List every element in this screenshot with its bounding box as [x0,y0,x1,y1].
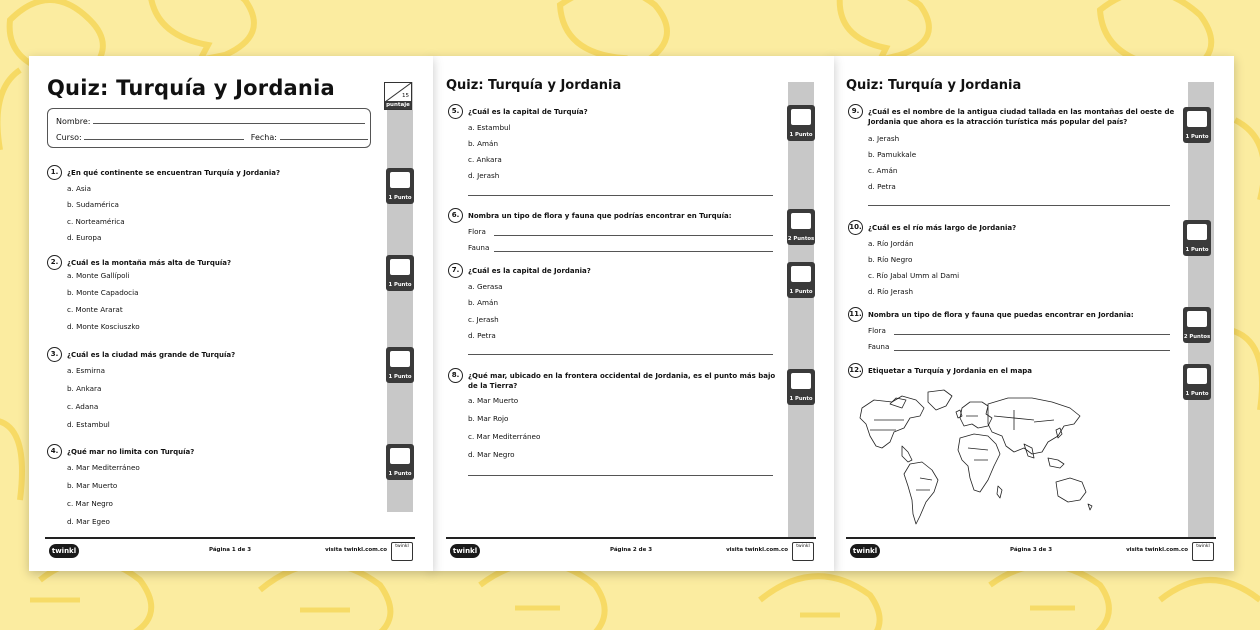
question-text: ¿Qué mar, ubicado en la frontera occidental de Jordania, es el punto más bajo de la Tierra? [468,372,776,390]
flora-label: Flora [468,227,486,236]
points-box[interactable]: 1 Punto [386,347,414,383]
twinkl-logo: twinkl [850,544,880,558]
option[interactable]: d. Monte Kosciuszko [67,322,140,331]
page-footer [446,537,816,561]
option[interactable]: c. Mar Mediterráneo [468,432,541,441]
option[interactable]: b. Sudamérica [67,200,119,209]
worksheet-page-1 [29,56,433,571]
option[interactable]: a. Asia [67,184,92,193]
page-footer [45,537,415,561]
question-number: 10. [848,220,863,235]
name-field[interactable] [93,122,365,124]
option[interactable]: b. Río Negro [868,255,913,264]
fauna-label: Fauna [868,342,890,351]
option[interactable]: a. Río Jordán [868,239,914,248]
answer-line [468,354,773,355]
option[interactable]: a. Monte Gallípoli [67,271,130,280]
footer-url[interactable]: visita twinkl.com.co [325,547,387,553]
footer-url[interactable]: visita twinkl.com.co [726,547,788,553]
option[interactable]: b. Pamukkale [868,150,917,159]
points-box[interactable]: 1 Punto [787,262,815,298]
option[interactable]: d. Mar Negro [468,450,515,459]
option[interactable]: d. Petra [468,331,496,340]
question-text: ¿Cuál es la ciudad más grande de Turquía? [67,351,236,359]
option[interactable]: c. Jerash [468,315,499,324]
flora-field[interactable] [494,235,773,236]
question-number: 5. [448,104,463,119]
option[interactable]: b. Ankara [67,384,102,393]
student-info-box [47,108,371,148]
course-field[interactable] [84,138,244,140]
points-box[interactable]: 1 Punto [386,168,414,204]
option[interactable]: a. Gerasa [468,282,503,291]
date-field[interactable] [280,138,368,140]
total-score-box[interactable] [384,82,412,110]
points-box[interactable]: 1 Punto [1183,364,1211,400]
answer-line [468,475,773,476]
flora-label: Flora [868,326,886,335]
question-text: ¿Qué mar no limita con Turquía? [67,448,195,456]
question-text: ¿Cuál es el nombre de la antigua ciudad tallada en las montañas del oeste de Jordania que ahora es la atracción turística más popular del país? [868,108,1175,126]
twinkl-logo: twinkl [49,544,79,558]
answer-line [868,205,1170,206]
score-label: puntaje [386,102,410,108]
points-box[interactable]: 1 Punto [787,369,815,405]
date-label: Fecha: [250,133,277,142]
page-title: Quiz: Turquía y Jordania [846,78,1022,93]
twinkl-logo: twinkl [450,544,480,558]
option[interactable]: d. Petra [868,182,896,191]
worksheet-page-2 [430,56,834,571]
option[interactable]: a. Estambul [468,123,511,132]
points-box[interactable]: 1 Punto [1183,220,1211,256]
points-box[interactable]: 2 Puntos [787,209,815,245]
option[interactable]: a. Esmirna [67,366,106,375]
option[interactable]: c. Amán [868,166,898,175]
fauna-field[interactable] [894,350,1170,351]
option[interactable]: c. Río Jabal Umm al Dami [868,271,960,280]
option[interactable]: b. Mar Muerto [67,481,118,490]
fauna-field[interactable] [494,251,773,252]
option[interactable]: b. Mar Rojo [468,414,509,423]
option[interactable]: b. Monte Capadocia [67,288,139,297]
score-total: 15 [402,93,409,99]
points-box[interactable]: 2 Puntos [1183,307,1211,343]
question-text: Nombra un tipo de flora y fauna que podrías encontrar en Turquía: [468,212,732,220]
page-footer [846,537,1216,561]
question-text: ¿En qué continente se encuentran Turquía y Jordania? [67,169,281,177]
option[interactable]: d. Europa [67,233,102,242]
question-number: 8. [448,368,463,383]
question-text: ¿Cuál es el río más largo de Jordania? [868,224,1017,232]
points-box[interactable]: 1 Punto [386,444,414,480]
worksheet-page-3 [830,56,1234,571]
question-number: 9. [848,104,863,119]
page-number: Página 2 de 3 [609,547,653,553]
option[interactable]: c. Mar Negro [67,499,113,508]
badge-icon: twinkl [792,542,814,561]
question-text: ¿Cuál es la montaña más alta de Turquía? [67,259,232,267]
question-number: 3. [47,347,62,362]
question-number: 2. [47,255,62,270]
question-text: Nombra un tipo de flora y fauna que puedas encontrar en Jordania: [868,311,1134,319]
option[interactable]: b. Amán [468,139,499,148]
option[interactable]: d. Estambul [67,420,110,429]
answer-line [468,195,773,196]
page-number: Página 3 de 3 [1009,547,1053,553]
option[interactable]: c. Monte Ararat [67,305,123,314]
option[interactable]: c. Adana [67,402,99,411]
question-text: ¿Cuál es la capital de Jordania? [468,267,591,275]
option[interactable]: d. Río Jerash [868,287,914,296]
option[interactable]: c. Ankara [468,155,502,164]
option[interactable]: d. Jerash [468,171,500,180]
question-number: 6. [448,208,463,223]
points-box[interactable]: 1 Punto [787,105,815,141]
points-box[interactable]: 1 Punto [386,255,414,291]
world-map-outline[interactable] [844,386,1106,534]
option[interactable]: a. Jerash [868,134,900,143]
question-number: 11. [848,307,863,322]
footer-url[interactable]: visita twinkl.com.co [1126,547,1188,553]
name-label: Nombre: [56,117,91,126]
badge-icon: twinkl [391,542,413,561]
option[interactable]: a. Mar Muerto [468,396,519,405]
question-number: 12. [848,363,863,378]
fauna-label: Fauna [468,243,490,252]
question-number: 1. [47,165,62,180]
question-number: 7. [448,263,463,278]
question-text: ¿Cuál es la capital de Turquía? [468,108,588,116]
page-title: Quiz: Turquía y Jordania [446,78,622,93]
question-number: 4. [47,444,62,459]
page-title: Quiz: Turquía y Jordania [47,76,335,100]
flora-field[interactable] [894,334,1170,335]
badge-icon: twinkl [1192,542,1214,561]
question-text: Etiquetar a Turquía y Jordania en el mapa [868,367,1033,375]
option[interactable]: c. Norteamérica [67,217,125,226]
points-box[interactable]: 1 Punto [1183,107,1211,143]
points-column [788,82,814,538]
option[interactable]: a. Mar Mediterráneo [67,463,140,472]
course-label: Curso: [56,133,82,142]
option[interactable]: d. Mar Egeo [67,517,110,526]
option[interactable]: b. Amán [468,298,499,307]
page-number: Página 1 de 3 [208,547,252,553]
